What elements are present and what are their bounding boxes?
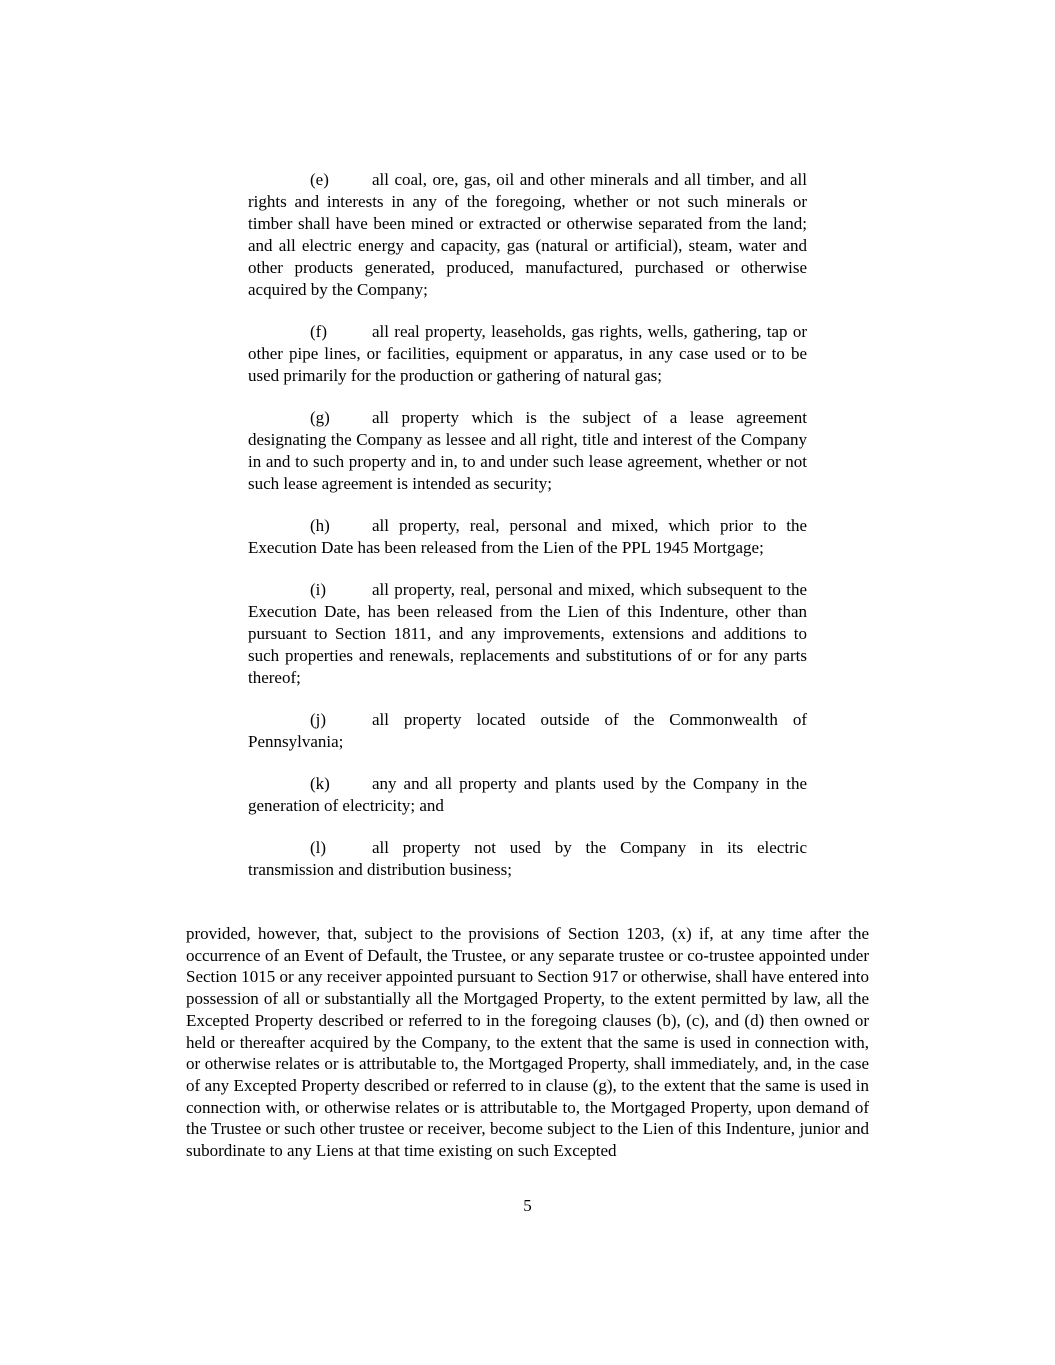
clause-text: all coal, ore, gas, oil and other minerals and all timber, and all rights and interests in any of the foregoing, whether or not such minerals or timber shall have been mined or extracted or otherwise separated from the land; and all electric energy and capacity, gas (natural or artificial), steam, water and other products generated, produced, manufactured, purchased or otherwise acquired by the Company; bbox=[248, 170, 807, 299]
clause-label: (l) bbox=[310, 838, 327, 857]
clause-text: all property located outside of the Commonwealth of Pennsylvania; bbox=[248, 710, 807, 751]
clause-text: all property which is the subject of a lease agreement designating the Company as lessee and all right, title and interest of the Company in and to such property and in, to and under such lease agreement, whether or not such lease agreement is intended as security; bbox=[248, 408, 807, 493]
excepted-property-clauses bbox=[248, 169, 807, 901]
clause-label: (i) bbox=[310, 580, 327, 599]
clause-g bbox=[248, 407, 807, 495]
clause-label: (g) bbox=[310, 408, 330, 427]
page-number: 5 bbox=[523, 1196, 532, 1215]
clause-label: (k) bbox=[310, 774, 330, 793]
clause-k bbox=[248, 773, 807, 817]
clause-h bbox=[248, 515, 807, 559]
clause-label: (j) bbox=[310, 710, 327, 729]
clause-label: (e) bbox=[310, 170, 329, 189]
clause-l bbox=[248, 837, 807, 881]
clause-f bbox=[248, 321, 807, 387]
proviso-paragraph: provided, however, that, subject to the provisions of Section 1203, (x) if, at any time after the occurrence of an Event of Default, the Trustee, or any separate trustee or co-trustee appointed under Section 1015 or any receiver appointed pursuant to Section 917 or otherwise, shall have entered into possession of all or substantially all the Mortgaged Property, to the extent permitted by law, all the Excepted Property described or referred to in the foregoing clauses (b), (c), and (d) then owned or held or thereafter acquired by the Company, to the extent that the same is used in connection with, or otherwise relates or is attributable to, the Mortgaged Property, shall immediately, and, in the case of any Excepted Property described or referred to in clause (g), to the extent that the same is used in connection with, or otherwise relates or is attributable to, the Mortgaged Property, upon demand of the Trustee or such other trustee or receiver, become subject to the Lien of this Indenture, junior and subordinate to any Liens at that time existing on such Excepted bbox=[186, 924, 869, 1161]
clause-label: (h) bbox=[310, 516, 330, 535]
clause-j bbox=[248, 709, 807, 753]
clause-text: all property, real, personal and mixed, which prior to the Execution Date has been released from the Lien of the PPL 1945 Mortgage; bbox=[248, 516, 807, 557]
clause-text: all property not used by the Company in its electric transmission and distribution business; bbox=[248, 838, 807, 879]
clause-label: (f) bbox=[310, 322, 327, 341]
clause-e bbox=[248, 169, 807, 301]
clause-text: all real property, leaseholds, gas rights, wells, gathering, tap or other pipe lines, or facilities, equipment or apparatus, in any case used or to be used primarily for the production or gathering of natural gas; bbox=[248, 322, 807, 385]
clause-text: all property, real, personal and mixed, which subsequent to the Execution Date, has been released from the Lien of this Indenture, other than pursuant to Section 1811, and any improvements, extensions and additions to such properties and renewals, replacements and substitutions of or for any parts thereof; bbox=[248, 580, 807, 687]
clause-text: any and all property and plants used by the Company in the generation of electricity; and bbox=[248, 774, 807, 815]
clause-i bbox=[248, 579, 807, 689]
